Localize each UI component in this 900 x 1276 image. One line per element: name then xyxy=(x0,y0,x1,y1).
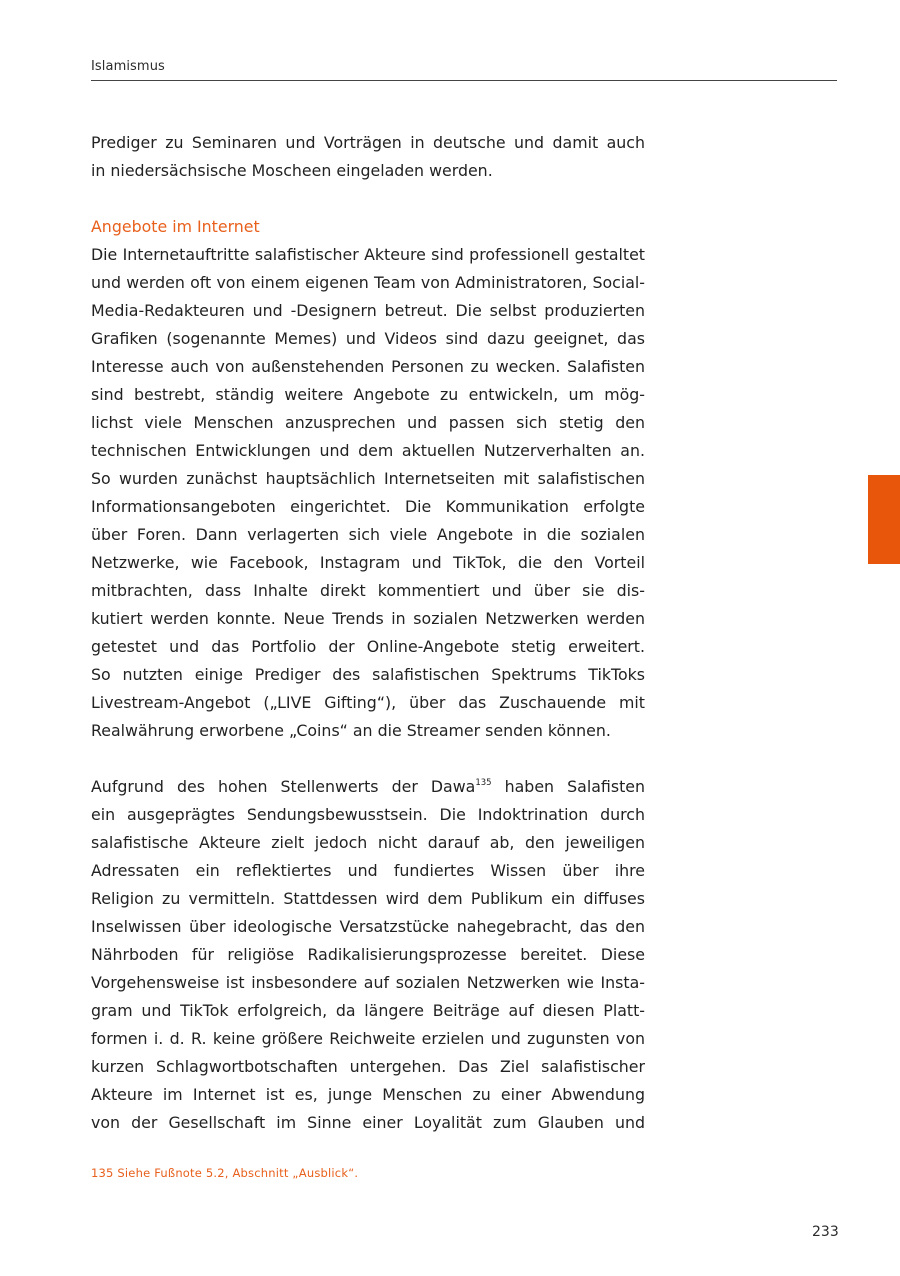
text-fragment: haben Salafisten xyxy=(491,777,646,796)
running-header: Islamismus xyxy=(91,59,165,74)
text-line: und werden oft von einem eigenen Team von Administratoren, Social- xyxy=(91,273,645,292)
chapter-tab-marker xyxy=(868,475,900,564)
section-heading: Angebote im Internet xyxy=(91,217,260,236)
footnote: 135 Siehe Fußnote 5.2, Abschnitt „Ausblick“. xyxy=(91,1166,359,1180)
text-line: Prediger zu Seminaren und Vorträgen in deutsche und damit auch xyxy=(91,133,645,152)
text-line: Akteure im Internet ist es, junge Menschen zu einer Abwendung xyxy=(91,1085,645,1104)
paragraph-internet-offers xyxy=(91,241,645,745)
page-number: 233 xyxy=(812,1224,839,1240)
text-line: Media-Redakteuren und -Designern betreut. Die selbst produzierten xyxy=(91,301,645,320)
text-line: ein ausgeprägtes Sendungsbewusstsein. Die Indoktrination durch xyxy=(91,805,645,824)
text-line: Informationsangeboten eingerichtet. Die Kommunikation erfolgte xyxy=(91,497,645,516)
text-line-with-footnote xyxy=(91,773,645,801)
text-line: Interesse auch von außenstehenden Personen zu wecken. Salafisten xyxy=(91,357,645,376)
text-fragment: Aufgrund des hohen Stellenwerts der Dawa xyxy=(91,777,476,796)
text-line: salafistische Akteure zielt jedoch nicht darauf ab, den jeweiligen xyxy=(91,833,645,852)
text-line: Vorgehensweise ist insbesondere auf sozialen Netzwerken wie Insta- xyxy=(91,973,645,992)
text-line: Netzwerke, wie Facebook, Instagram und TikTok, die den Vorteil xyxy=(91,553,645,572)
text-line: mitbrachten, dass Inhalte direkt kommentiert und über sie dis- xyxy=(91,581,645,600)
intro-paragraph xyxy=(91,129,645,185)
main-text xyxy=(91,129,645,1137)
header-rule xyxy=(91,80,837,81)
text-line: Grafiken (sogenannte Memes) und Videos sind dazu geeignet, das xyxy=(91,329,645,348)
text-line: Realwährung erworbene „Coins“ an die Streamer senden können. xyxy=(91,721,611,740)
text-line: von der Gesellschaft im Sinne einer Loyalität zum Glauben und xyxy=(91,1113,645,1132)
text-line: über Foren. Dann verlagerten sich viele Angebote in die sozialen xyxy=(91,525,645,544)
text-line: kurzen Schlagwortbotschaften untergehen. Das Ziel salafistischer xyxy=(91,1057,645,1076)
text-line: in niedersächsische Moscheen eingeladen werden. xyxy=(91,161,493,180)
text-line: kutiert werden konnte. Neue Trends in sozialen Netzwerken werden xyxy=(91,609,645,628)
text-line: Adressaten ein reflektiertes und fundiertes Wissen über ihre xyxy=(91,861,645,880)
text-line: Livestream-Angebot („LIVE Gifting“), über das Zuschauende mit xyxy=(91,693,645,712)
paragraph-dawa xyxy=(91,773,645,1137)
text-line: Inselwissen über ideologische Versatzstücke nahegebracht, das den xyxy=(91,917,645,936)
text-line: Die Internetauftritte salafistischer Akteure sind professionell gestaltet xyxy=(91,245,645,264)
text-line: formen i. d. R. keine größere Reichweite erzielen und zugunsten von xyxy=(91,1029,645,1048)
text-line: sind bestrebt, ständig weitere Angebote zu entwickeln, um mög- xyxy=(91,385,645,404)
text-line: getestet und das Portfolio der Online-Angebote stetig erweitert. xyxy=(91,637,645,656)
text-line: Religion zu vermitteln. Stattdessen wird dem Publikum ein diffuses xyxy=(91,889,645,908)
text-line: gram und TikTok erfolgreich, da längere Beiträge auf diesen Platt- xyxy=(91,1001,645,1020)
text-line: So nutzten einige Prediger des salafistischen Spektrums TikToks xyxy=(91,665,645,684)
text-line: Nährboden für religiöse Radikalisierungsprozesse bereitet. Diese xyxy=(91,945,645,964)
text-line: technischen Entwicklungen und dem aktuellen Nutzerverhalten an. xyxy=(91,441,645,460)
text-line: So wurden zunächst hauptsächlich Internetseiten mit salafistischen xyxy=(91,469,645,488)
footnote-reference[interactable]: 135 xyxy=(475,778,492,788)
text-line: lichst viele Menschen anzusprechen und passen sich stetig den xyxy=(91,413,645,432)
